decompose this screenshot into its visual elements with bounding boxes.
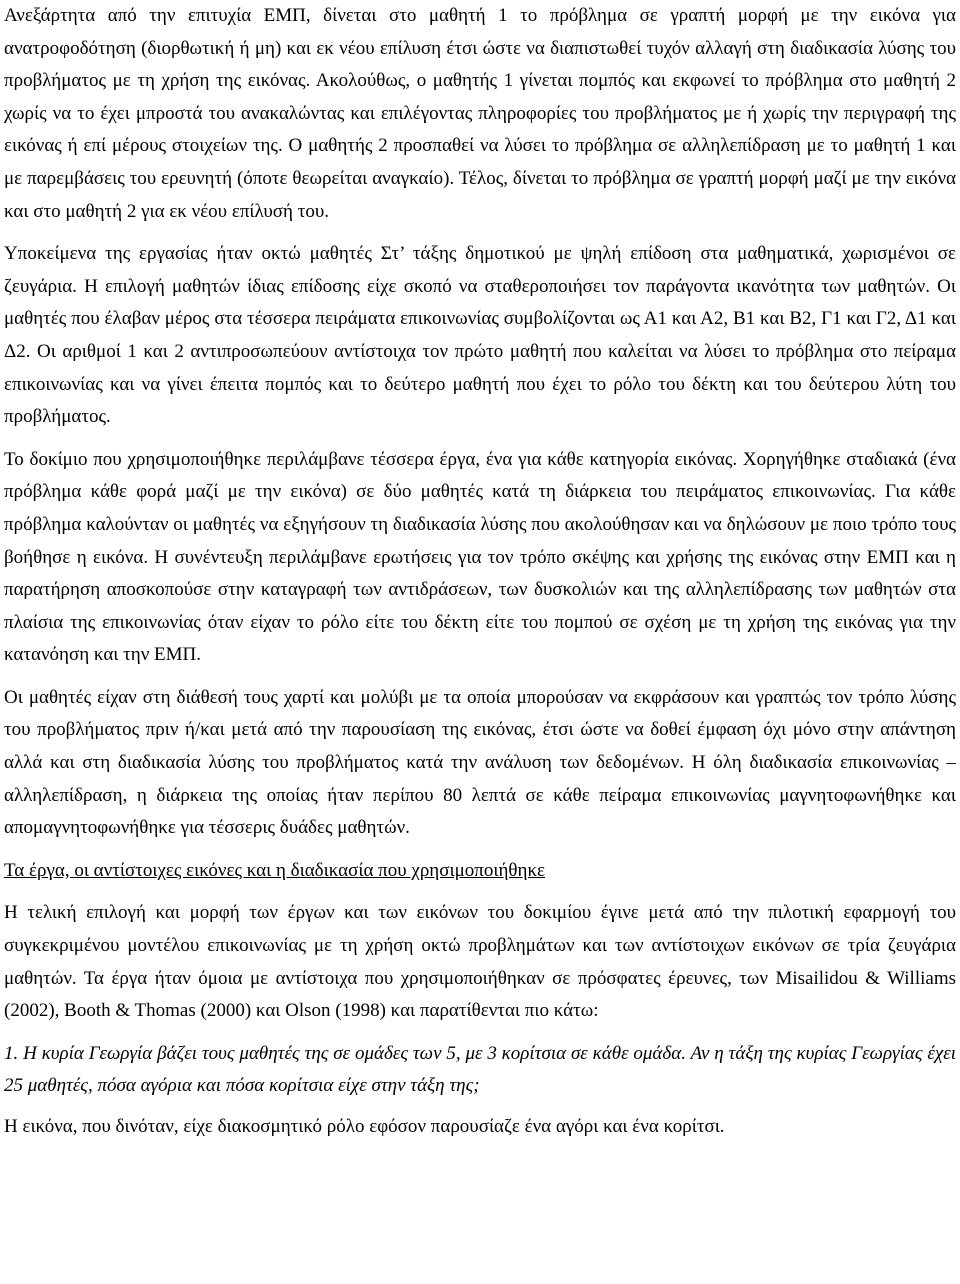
paragraph-task-selection: Η τελική επιλογή και μορφή των έργων και των εικόνων του δοκιμίου έγινε μετά από την πιλοτική εφαρμογή του συγκεκριμένου μοντέλου επικοινωνίας με τη χρήση οκτώ προβλημάτων και των αντίστοιχων εικόνων σε τρία ζευγάρια μαθητών. Τα έργα ήταν όμοια με αντίστοιχα που χρησιμοποιήθηκαν σε πρόσφατες έρευνες, των Misailidou & Williams (2002), Booth & Thomas (2000) και Olson (1998) και παρατίθενται πιο κάτω:	[4, 902, 956, 1022]
paragraph-subjects: Υποκείμενα της εργασίας ήταν οκτώ μαθητές Στ’ τάξης δημοτικού με ψηλή επίδοση στα μαθηματικά, χωρισμένοι σε ζευγάρια. Η επιλογή μαθητών ίδιας επίδοσης είχε σκοπό να σταθεροποιήσει τον παράγοντα ικανότητα των μαθητών. Οι μαθητές που έλαβαν μέρος στα τέσσερα πειράματα επικοινωνίας συμβολίζονται ως Α1 και Α2, Β1 και Β2, Γ1 και Γ2, Δ1 και Δ2. Οι αριθμοί 1 και 2 αντιπροσωπεύουν αντίστοιχα τον πρώτο μαθητή που καλείται να λύσει το πρόβλημα στο πείραμα επικοινωνίας και να γίνει έπειτα πομπός και το δεύτερο μαθητή που έχει το ρόλο του δέκτη και του δεύτερου λύτη του προβλήματος.	[4, 243, 956, 428]
section-heading: Τα έργα, οι αντίστοιχες εικόνες και η διαδικασία που χρησιμοποιήθηκε	[4, 859, 546, 881]
paragraph-procedure: Ανεξάρτητα από την επιτυχία ΕΜΠ, δίνεται στο μαθητή 1 το πρόβλημα σε γραπτή μορφή με την εικόνα για ανατροφοδότηση (διορθωτική ή μη) και εκ νέου επίλυση έτσι ώστε να διαπιστωθεί τυχόν αλλαγή στη διαδικασία λύσης του προβλήματος με τη χρήση της εικόνας. Ακολούθως, ο μαθητής 1 γίνεται πομπός και εκφωνεί το πρόβλημα στο μαθητή 2 χωρίς να το έχει μπροστά του ανακαλώντας και επιλέγοντας πληροφορίες του προβλήματος με ή χωρίς την περιγραφή της εικόνας ή επί μέρους στοιχείων της. Ο μαθητής 2 προσπαθεί να λύσει το πρόβλημα σε αλληλεπίδραση με το μαθητή 1 και με παρεμβάσεις του ερευνητή (όποτε θεωρείται αναγκαίο). Τέλος, δίνεται το πρόβλημα σε γραπτή μορφή μαζί με την εικόνα και στο μαθητή 2 για εκ νέου επίλυσή του.	[4, 5, 956, 222]
paragraph-image-role: Η εικόνα, που δινόταν, είχε διακοσμητικό ρόλο εφόσον παρουσίαζε ένα αγόρι και ένα κορίτσι.	[4, 1116, 725, 1137]
paragraph-materials: Οι μαθητές είχαν στη διάθεσή τους χαρτί και μολύβι με τα οποία μπορούσαν να εκφράσουν και γραπτώς τον τρόπο λύσης του προβλήματος πριν ή/και μετά από την παρουσίαση της εικόνας, έτσι ώστε να δοθεί έμφαση όχι μόνο στην απάντηση αλλά και στη διαδικασία λύσης του προβλήματος κατά την ανάλυση των δεδομένων. Η όλη διαδικασία επικοινωνίας – αλληλεπίδραση, η διάρκεια της οποίας ήταν περίπου 80 λεπτά σε κάθε πείραμα επικοινωνίας μαγνητοφωνήθηκε και απομαγνητοφωνήθηκε για τέσσερις δυάδες μαθητών.	[4, 686, 956, 839]
task-1-statement: 1. Η κυρία Γεωργία βάζει τους μαθητές της σε ομάδες των 5, με 3 κορίτσια σε κάθε ομάδα. Αν η τάξη της κυρίας Γεωργίας έχει 25 μαθητές, πόσα αγόρια και πόσα κορίτσια είχε στην τάξη της;	[4, 1042, 956, 1097]
paragraph-test-instrument: Το δοκίμιο που χρησιμοποιήθηκε περιλάμβανε τέσσερα έργα, ένα για κάθε κατηγορία εικόνας. Χορηγήθηκε σταδιακά (ένα πρόβλημα κάθε φορά μαζί με την εικόνα) σε δύο μαθητές κατά τη διάρκεια του πειράματος επικοινωνίας. Για κάθε πρόβλημα καλούνταν οι μαθητές να εξηγήσουν τη διαδικασία λύσης που ακολούθησαν και να δηλώσουν με ποιο τρόπο τους βοήθησε η εικόνα. Η συνέντευξη περιλάμβανε ερωτήσεις για τον τρόπο σκέψης και χρήσης της εικόνας στην ΕΜΠ και η παρατήρηση αποσκοπούσε στην καταγραφή των αντιδράσεων, των δυσκολιών και της αλληλεπίδρασης των μαθητών στα πλαίσια της επικοινωνίας όταν είχαν το ρόλο είτε του δέκτη είτε του πομπού σε σχέση με τη χρήση της εικόνας για την κατανόηση και την ΕΜΠ.	[4, 448, 956, 666]
